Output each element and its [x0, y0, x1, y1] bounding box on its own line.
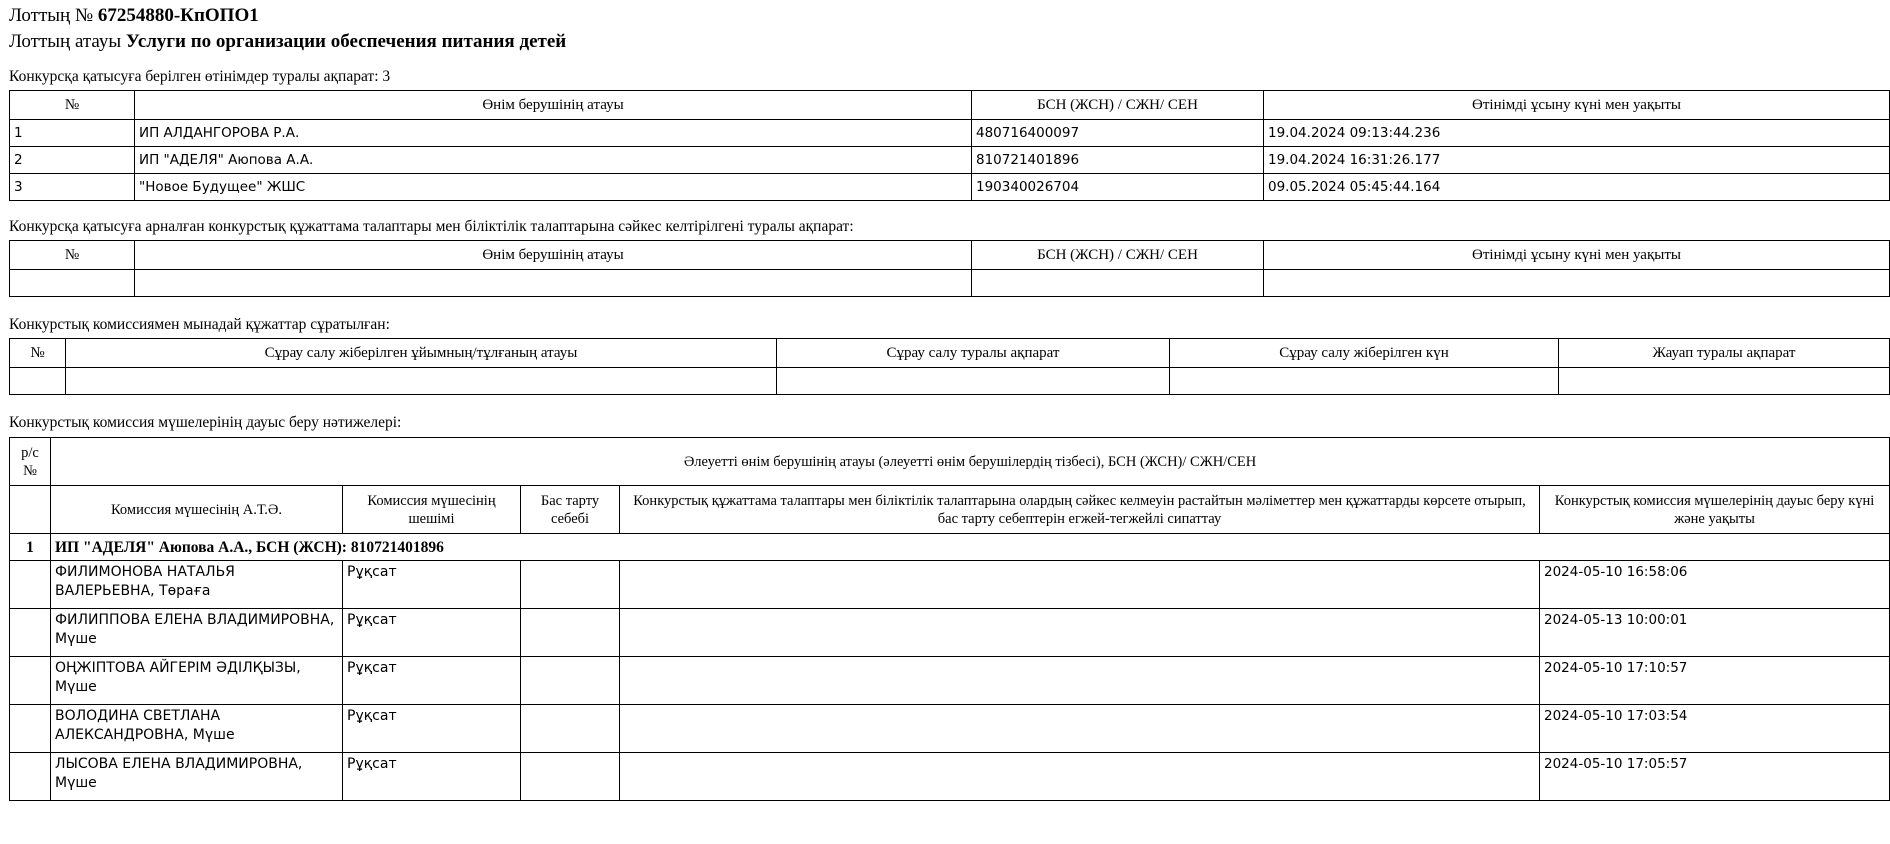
application-no: 1 — [10, 120, 135, 147]
member-vote-date: 2024-05-10 17:05:57 — [1540, 753, 1890, 801]
member-name: ВОЛОДИНА СВЕТЛАНА АЛЕКСАНДРОВНА, Мүше — [51, 705, 343, 753]
requests-table — [9, 338, 1890, 395]
member-details — [620, 561, 1540, 609]
member-decision: Рұқсат — [343, 705, 521, 753]
member-decision: Рұқсат — [343, 561, 521, 609]
compliance-table — [9, 240, 1890, 297]
applications-col-date: Өтінімді ұсыну күні мен уақыты — [1264, 91, 1890, 120]
compliance-col-name: Өнім берушінің атауы — [135, 241, 972, 270]
member-vote-date: 2024-05-13 10:00:01 — [1540, 609, 1890, 657]
voting-col-member: Комиссия мүшесінің А.Т.Ә. — [51, 486, 343, 534]
voting-member-row — [10, 657, 1890, 705]
application-bin: 190340026704 — [972, 174, 1264, 201]
applications-col-no: № — [10, 91, 135, 120]
requests-col-date: Сұрау салу жіберілген күн — [1170, 339, 1559, 368]
member-decision: Рұқсат — [343, 609, 521, 657]
voting-title: Конкурстық комиссия мүшелерінің дауыс беру нәтижелері: — [9, 414, 402, 431]
member-reason — [521, 609, 620, 657]
member-details — [620, 705, 1540, 753]
compliance-col-no: № — [10, 241, 135, 270]
application-date: 09.05.2024 05:45:44.164 — [1264, 174, 1890, 201]
member-reason — [521, 561, 620, 609]
compliance-col-bin: БСН (ЖСН) / СЖН/ СЕН — [972, 241, 1264, 270]
member-reason — [521, 657, 620, 705]
voting-member-no-cell — [10, 609, 51, 657]
application-bin: 810721401896 — [972, 147, 1264, 174]
voting-member-row — [10, 705, 1890, 753]
voting-group-header: Әлеуетті өнім берушінің атауы (әлеуетті өнім берушілердің тізбесі), БСН (ЖСН)/ СЖН/СЕН — [51, 438, 1890, 486]
voting-member-row — [10, 609, 1890, 657]
voting-member-row — [10, 753, 1890, 801]
applications-col-bin: БСН (ЖСН) / СЖН/ СЕН — [972, 91, 1264, 120]
member-name: ФИЛИППОВА ЕЛЕНА ВЛАДИМИРОВНА, Мүше — [51, 609, 343, 657]
member-name: ОҢЖІПТОВА АЙГЕРІМ ӘДІЛҚЫЗЫ, Мүше — [51, 657, 343, 705]
voting-member-no-cell — [10, 561, 51, 609]
lot-name — [9, 29, 1880, 55]
applications-row — [10, 120, 1890, 147]
compliance-col-date: Өтінімді ұсыну күні мен уақыты — [1264, 241, 1890, 270]
voting-no-spacer — [10, 486, 51, 534]
voting-col-no: р/с № — [10, 438, 51, 486]
member-reason — [521, 753, 620, 801]
member-details — [620, 657, 1540, 705]
applications-title: Конкурсқа қатысуға берілген өтінімдер туралы ақпарат: 3 — [9, 68, 391, 85]
application-date: 19.04.2024 16:31:26.177 — [1264, 147, 1890, 174]
application-no: 3 — [10, 174, 135, 201]
member-reason — [521, 705, 620, 753]
compliance-title: Конкурсқа қатысуға арналған конкурстық құжаттама талаптары мен біліктілік талаптарына сәйкес келтірілгені туралы ақпарат: — [9, 218, 854, 235]
member-details — [620, 753, 1540, 801]
application-supplier-name: ИП АЛДАНГОРОВА Р.А. — [135, 120, 972, 147]
lot-number-value: 67254880-КпОПО1 — [97, 5, 259, 26]
requests-col-info: Сұрау салу туралы ақпарат — [777, 339, 1170, 368]
lot-number-label: Лоттың № — [9, 5, 94, 26]
voting-group-no: 1 — [10, 534, 51, 561]
voting-member-no-cell — [10, 705, 51, 753]
application-supplier-name: "Новое Будущее" ЖШС — [135, 174, 972, 201]
member-details — [620, 609, 1540, 657]
voting-col-reason: Бас тарту себебі — [521, 486, 620, 534]
member-vote-date: 2024-05-10 16:58:06 — [1540, 561, 1890, 609]
voting-member-no-cell — [10, 657, 51, 705]
application-supplier-name: ИП "АДЕЛЯ" Аюпова А.А. — [135, 147, 972, 174]
voting-col-details: Конкурстық құжаттама талаптары мен біліктілік талаптарына олардың сәйкес келмеуін растайтын мәліметтер мен құжаттарды көрсете отырып, бас тарту себептерін егжей-тегжейлі сипаттау — [620, 486, 1540, 534]
applications-table — [9, 90, 1890, 201]
voting-table — [9, 437, 1890, 801]
application-no: 2 — [10, 147, 135, 174]
lot-number — [9, 3, 1880, 29]
member-decision: Рұқсат — [343, 753, 521, 801]
applications-row — [10, 147, 1890, 174]
compliance-empty-row — [10, 270, 1890, 297]
voting-group-supplier: ИП "АДЕЛЯ" Аюпова А.А., БСН (ЖСН): 810721401896 — [51, 534, 1890, 561]
application-bin: 480716400097 — [972, 120, 1264, 147]
voting-group-row — [10, 534, 1890, 561]
voting-col-date: Конкурстық комиссия мүшелерінің дауыс беру күні және уақыты — [1540, 486, 1890, 534]
voting-col-decision: Комиссия мүшесінің шешімі — [343, 486, 521, 534]
member-vote-date: 2024-05-10 17:03:54 — [1540, 705, 1890, 753]
requests-col-response: Жауап туралы ақпарат — [1559, 339, 1890, 368]
requests-title: Конкурстық комиссиямен мынадай құжаттар сұратылған: — [9, 316, 390, 333]
applications-col-name: Өнім берушінің атауы — [135, 91, 972, 120]
applications-row — [10, 174, 1890, 201]
member-vote-date: 2024-05-10 17:10:57 — [1540, 657, 1890, 705]
application-date: 19.04.2024 09:13:44.236 — [1264, 120, 1890, 147]
requests-col-no: № — [10, 339, 66, 368]
member-name: ФИЛИМОНОВА НАТАЛЬЯ ВАЛЕРЬЕВНА, Төраға — [51, 561, 343, 609]
voting-member-row — [10, 561, 1890, 609]
lot-name-label: Лоттың атауы — [9, 31, 122, 52]
member-decision: Рұқсат — [343, 657, 521, 705]
lot-name-value: Услуги по организации обеспечения питания детей — [125, 31, 567, 52]
requests-empty-row — [10, 368, 1890, 395]
requests-col-org: Сұрау салу жіберілген ұйымның/тұлғаның атауы — [66, 339, 777, 368]
member-name: ЛЫСОВА ЕЛЕНА ВЛАДИМИРОВНА, Мүше — [51, 753, 343, 801]
voting-member-no-cell — [10, 753, 51, 801]
